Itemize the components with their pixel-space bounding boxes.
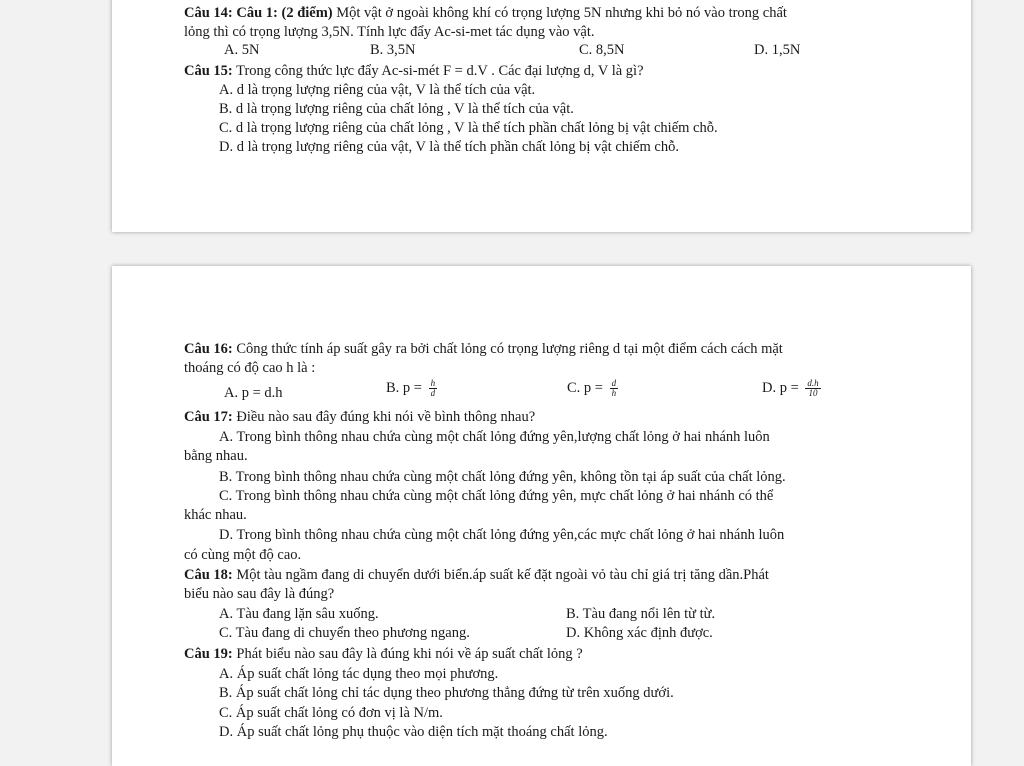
- q16-option-d-numerator: d.h: [807, 378, 819, 389]
- q16-option-a: A. p = d.h: [224, 385, 283, 401]
- q19-option-c: C. Áp suất chất lỏng có đơn vị là N/m.: [219, 705, 443, 721]
- q19-option-a: A. Áp suất chất lỏng tác dụng theo mọi phương.: [219, 666, 499, 682]
- q15-option-a: A. d là trọng lượng riêng của vật, V là thể tích của vật.: [219, 82, 536, 98]
- q17-option-b: B. Trong bình thông nhau chứa cùng một chất lỏng đứng yên, không tồn tại áp suất của chất lỏng.: [219, 469, 786, 485]
- q19-label: Câu 19:: [184, 646, 233, 662]
- q15-option-c: C. d là trọng lượng riêng của chất lỏng , V là thể tích phần chất lỏng bị vật chiếm chỗ.: [219, 120, 718, 136]
- q16-label: Câu 16:: [184, 341, 233, 357]
- q18-text-1: Một tàu ngầm đang di chuyển dưới biển.áp suất kế đặt ngoài vỏ tàu chỉ giá trị tăng dần.Phát: [236, 567, 769, 583]
- q17-option-d-2: có cùng một độ cao.: [184, 547, 302, 563]
- q16-option-c-fraction: [610, 379, 619, 398]
- q17-option-c-1: C. Trong bình thông nhau chứa cùng một chất lỏng đứng yên, mực chất lỏng ở hai nhánh có thể: [219, 488, 774, 504]
- q16-line-1: [184, 340, 783, 358]
- q16-text-2: thoáng có độ cao h là :: [184, 360, 316, 376]
- q18-option-c: C. Tàu đang di chuyển theo phương ngang.: [219, 625, 470, 641]
- q17-option-a-1: A. Trong bình thông nhau chứa cùng một chất lỏng đứng yên,lượng chất lỏng ở hai nhánh luôn: [219, 429, 770, 445]
- q16-text-1: Công thức tính áp suất gây ra bởi chất lỏng có trọng lượng riêng d tại một điểm cách cách mặt: [236, 341, 783, 357]
- document-page-2: [112, 266, 971, 766]
- q18-option-d: D. Không xác định được.: [566, 625, 713, 641]
- q16-option-b-fraction: [429, 379, 438, 398]
- q15-label: Câu 15:: [184, 63, 233, 79]
- q17-option-a-2: bằng nhau.: [184, 448, 248, 464]
- q14-option-d: D. 1,5N: [754, 42, 801, 58]
- q19-option-d: D. Áp suất chất lỏng phụ thuộc vào diện tích mặt thoáng chất lỏng.: [219, 724, 608, 740]
- q17-option-c-2: khác nhau.: [184, 507, 247, 523]
- q16-option-c-denominator: h: [611, 388, 617, 399]
- q14-text-1: Một vật ở ngoài không khí có trọng lượng 5N nhưng khi bỏ nó vào trong chất: [336, 5, 787, 21]
- q14-option-a: A. 5N: [224, 42, 260, 58]
- q16-option-c-prefix: C. p =: [567, 380, 603, 396]
- q18-option-a: A. Tàu đang lặn sâu xuống.: [219, 606, 379, 622]
- q16-option-d-prefix: D. p =: [762, 380, 799, 396]
- q14-line-1: [184, 4, 787, 22]
- q16-option-b-numerator: h: [430, 378, 436, 389]
- q18-line-1: [184, 566, 769, 584]
- q16-option-d: [762, 379, 821, 398]
- q19-text: Phát biểu nào sau đây là đúng khi nói về áp suất chất lỏng ?: [236, 646, 583, 662]
- q19-option-b: B. Áp suất chất lỏng chỉ tác dụng theo phương thẳng đứng từ trên xuống dưới.: [219, 685, 674, 701]
- q16-option-c: [567, 379, 618, 398]
- q17-text: Điều nào sau đây đúng khi nói về bình thông nhau?: [236, 409, 536, 425]
- q16-option-d-denominator: 10: [808, 388, 818, 399]
- q15-option-d: D. d là trọng lượng riêng của vật, V là thể tích phần chất lỏng bị vật chiếm chỗ.: [219, 139, 679, 155]
- document-page-1: [112, 0, 971, 232]
- q14-text-2: lỏng thì có trọng lượng 3,5N. Tính lực đẩy Ac-si-met tác dụng vào vật.: [184, 24, 595, 40]
- q17-label: Câu 17:: [184, 409, 233, 425]
- q16-option-c-numerator: d: [611, 378, 617, 389]
- q18-option-b: B. Tàu đang nổi lên từ từ.: [566, 606, 716, 622]
- q15-line: [184, 62, 644, 80]
- q14-option-b: B. 3,5N: [370, 42, 416, 58]
- q14-option-c: C. 8,5N: [579, 42, 625, 58]
- q14-label: Câu 14:: [184, 5, 233, 21]
- q15-text: Trong công thức lực đẩy Ac-si-mét F = d.V . Các đại lượng d, V là gì?: [236, 63, 644, 79]
- q19-line: [184, 645, 583, 663]
- q16-option-d-fraction: [805, 379, 820, 398]
- q14-sub-label: Câu 1: (2 điểm): [236, 5, 333, 21]
- q15-option-b: B. d là trọng lượng riêng của chất lỏng , V là thể tích của vật.: [219, 101, 574, 117]
- q16-option-b: [386, 379, 437, 398]
- q17-line: [184, 408, 535, 426]
- q17-option-d-1: D. Trong bình thông nhau chứa cùng một chất lỏng đứng yên,các mực chất lỏng ở hai nhánh luôn: [219, 527, 785, 543]
- q18-text-2: biểu nào sau đây là đúng?: [184, 586, 335, 602]
- q16-option-b-denominator: d: [430, 388, 436, 399]
- q16-option-b-prefix: B. p =: [386, 380, 422, 396]
- q18-label: Câu 18:: [184, 567, 233, 583]
